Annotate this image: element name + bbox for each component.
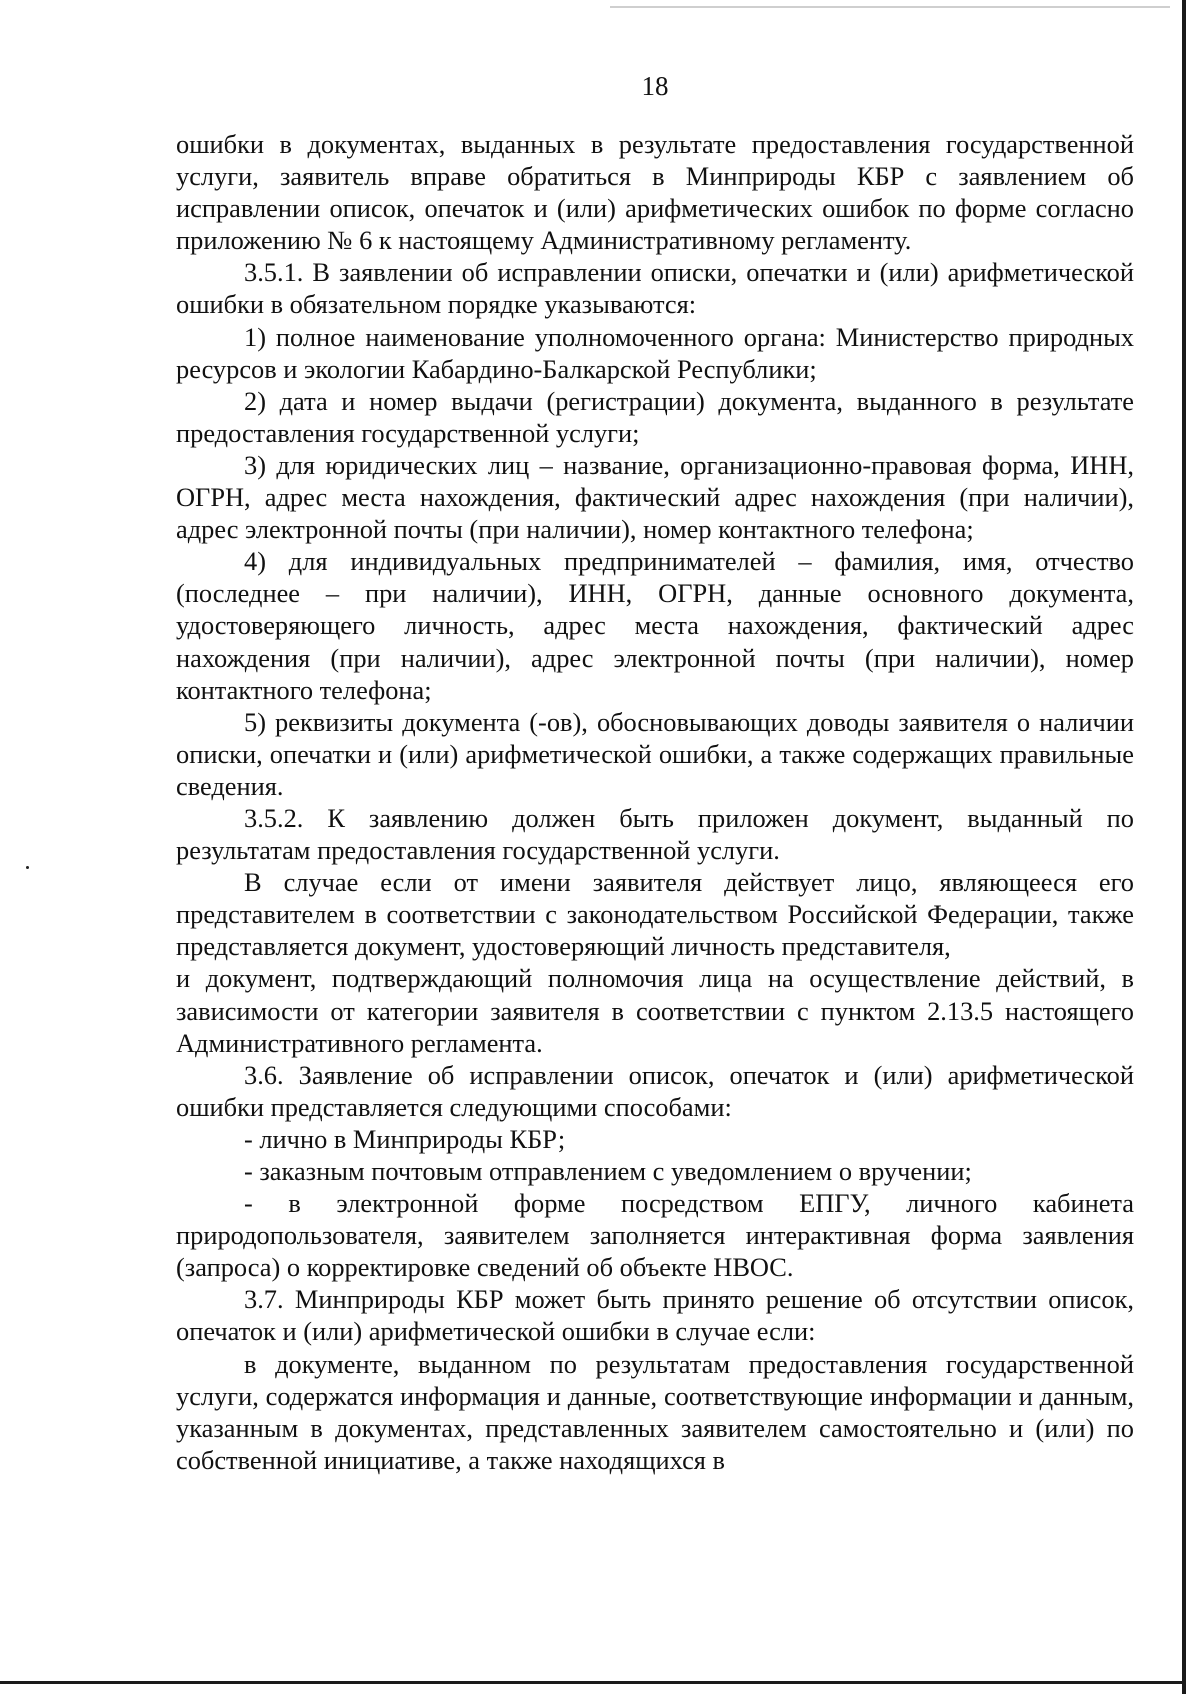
paragraph: ошибки в документах, выданных в результате предоставления государственной услуги, заявитель вправе обратиться в Минприроды КБР с заявлением об исправлении описок, опечаток и (или) арифметических ошибок по форме согласно приложению № 6 к настоящему Административному регламенту. xyxy=(176,129,1134,256)
list-item: 3) для юридических лиц – название, организационно-правовая форма, ИНН, ОГРН, адрес места нахождения, фактический адрес нахождения (при наличии), адрес электронной почты (при наличии), номер контактного телефона; xyxy=(176,449,1134,545)
list-item: - лично в Минприроды КБР; xyxy=(244,1123,566,1154)
scan-edge-top xyxy=(610,6,1170,8)
scan-edge-bottom xyxy=(0,1681,1186,1684)
paragraph: 3.5.1. В заявлении об исправлении описки, опечатки и (или) арифметической ошибки в обязательном порядке указываются: xyxy=(176,257,1134,320)
list-item: 1) полное наименование уполномоченного органа: Министерство природных ресурсов и экологии Кабардино-Балкарской Республики; xyxy=(176,321,1134,384)
document-body xyxy=(176,128,1134,1476)
scan-artifact-dot xyxy=(26,866,29,869)
list-item: 4) для индивидуальных предпринимателей – фамилия, имя, отчество (последнее – при наличии), ИНН, ОГРН, данные основного документа, удостоверяющего личность, адрес места нахождения, фактический адрес нахождения (при наличии), адрес электронной почты (при наличии), номер контактного телефона; xyxy=(176,546,1134,705)
scan-edge-right xyxy=(1182,0,1186,1694)
list-item: - заказным почтовым отправлением с уведомлением о вручении; xyxy=(244,1156,972,1186)
paragraph: 3.7. Минприроды КБР может быть принято решение об отсутствии описок, опечаток и (или) арифметической ошибки в случае если: xyxy=(176,1284,1134,1347)
paragraph: 3.6. Заявление об исправлении описок, опечаток и (или) арифметической ошибки представляется следующими способами: xyxy=(176,1059,1134,1122)
list-item: 2) дата и номер выдачи (регистрации) документа, выданного в результате предоставления государственной услуги; xyxy=(176,385,1134,448)
paragraph: В случае если от имени заявителя действует лицо, являющееся его представителем в соответствии с законодательством Российской Федерации, также представляется документ, удостоверяющий личность представителя, xyxy=(176,867,1134,962)
paragraph: 3.5.2. К заявлению должен быть приложен документ, выданный по результатам предоставления государственной услуги. xyxy=(176,802,1134,866)
page-number: 18 xyxy=(641,71,669,101)
paragraph: в документе, выданном по результатам предоставления государственной услуги, содержатся информация и данные, соответствующие информации и данным, указанным в документах, представленных заявителем самостоятельно и (или) по собственной инициативе, а также находящихся в xyxy=(176,1348,1134,1475)
list-item: - в электронной форме посредством ЕПГУ, личного кабинета природопользователя, заявителем заполняется интерактивная форма заявления (запроса) о корректировке сведений об объекте НВОС. xyxy=(176,1188,1134,1283)
paragraph: и документ, подтверждающий полномочия лица на осуществление действий, в зависимости от категории заявителя в соответствии с пунктом 2.13.5 настоящего Административного регламента. xyxy=(176,963,1134,1058)
list-item: 5) реквизиты документа (-ов), обосновывающих доводы заявителя о наличии описки, опечатки и (или) арифметической ошибки, а также содержащих правильные сведения. xyxy=(176,706,1134,801)
